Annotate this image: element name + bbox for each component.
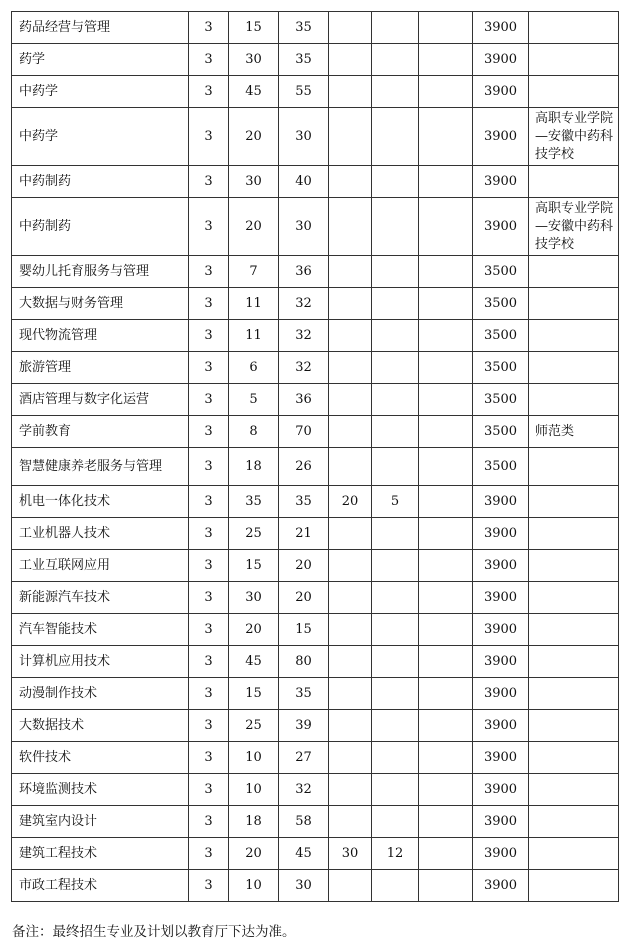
remark-cell <box>529 384 619 416</box>
quota-e-cell <box>419 774 473 806</box>
quota-c-cell <box>329 256 372 288</box>
table-row <box>12 550 619 582</box>
quota-d-cell <box>372 76 419 108</box>
quota-a-cell: 18 <box>229 448 279 486</box>
remark-cell <box>529 678 619 710</box>
quota-d-cell <box>372 352 419 384</box>
quota-a-cell: 35 <box>229 486 279 518</box>
quota-d-cell <box>372 108 419 166</box>
quota-e-cell <box>419 12 473 44</box>
table-row <box>12 448 619 486</box>
quota-a-cell: 6 <box>229 352 279 384</box>
tuition-cell: 3500 <box>473 416 529 448</box>
tuition-cell: 3900 <box>473 646 529 678</box>
quota-a-cell: 10 <box>229 742 279 774</box>
table-row <box>12 582 619 614</box>
remark-cell <box>529 288 619 320</box>
table-row <box>12 678 619 710</box>
remark-cell <box>529 870 619 902</box>
quota-c-cell: 20 <box>329 486 372 518</box>
tuition-cell: 3500 <box>473 256 529 288</box>
duration-cell: 3 <box>189 256 229 288</box>
quota-b-cell: 45 <box>279 838 329 870</box>
quota-d-cell <box>372 806 419 838</box>
quota-b-cell: 35 <box>279 486 329 518</box>
quota-e-cell <box>419 518 473 550</box>
quota-e-cell <box>419 256 473 288</box>
quota-c-cell <box>329 288 372 320</box>
duration-cell: 3 <box>189 198 229 256</box>
quota-c-cell: 30 <box>329 838 372 870</box>
quota-a-cell: 25 <box>229 518 279 550</box>
quota-d-cell <box>372 518 419 550</box>
quota-c-cell <box>329 44 372 76</box>
quota-b-cell: 58 <box>279 806 329 838</box>
quota-a-cell: 15 <box>229 12 279 44</box>
quota-b-cell: 70 <box>279 416 329 448</box>
quota-b-cell: 36 <box>279 256 329 288</box>
tuition-cell: 3500 <box>473 448 529 486</box>
tuition-cell: 3500 <box>473 288 529 320</box>
quota-e-cell <box>419 44 473 76</box>
quota-a-cell: 10 <box>229 774 279 806</box>
major-cell: 工业机器人技术 <box>12 518 189 550</box>
tuition-cell: 3900 <box>473 518 529 550</box>
table-row <box>12 742 619 774</box>
quota-b-cell: 35 <box>279 678 329 710</box>
table-row <box>12 614 619 646</box>
quota-d-cell <box>372 448 419 486</box>
table-row <box>12 76 619 108</box>
table-row <box>12 806 619 838</box>
tuition-cell: 3900 <box>473 486 529 518</box>
quota-d-cell <box>372 582 419 614</box>
quota-a-cell: 11 <box>229 320 279 352</box>
tuition-cell: 3900 <box>473 774 529 806</box>
quota-d-cell <box>372 646 419 678</box>
quota-d-cell <box>372 774 419 806</box>
quota-d-cell: 5 <box>372 486 419 518</box>
quota-c-cell <box>329 198 372 256</box>
duration-cell: 3 <box>189 710 229 742</box>
table-row <box>12 838 619 870</box>
quota-d-cell <box>372 320 419 352</box>
major-cell: 旅游管理 <box>12 352 189 384</box>
quota-c-cell <box>329 774 372 806</box>
remark-cell <box>529 614 619 646</box>
quota-e-cell <box>419 614 473 646</box>
quota-d-cell <box>372 288 419 320</box>
major-cell: 新能源汽车技术 <box>12 582 189 614</box>
table-row <box>12 518 619 550</box>
quota-e-cell <box>419 352 473 384</box>
quota-e-cell <box>419 108 473 166</box>
duration-cell: 3 <box>189 870 229 902</box>
quota-b-cell: 32 <box>279 352 329 384</box>
quota-d-cell <box>372 710 419 742</box>
major-cell: 工业互联网应用 <box>12 550 189 582</box>
quota-e-cell <box>419 288 473 320</box>
remark-cell: 高职专业学院—安徽中药科技学校 <box>529 108 619 166</box>
quota-e-cell <box>419 76 473 108</box>
major-cell: 软件技术 <box>12 742 189 774</box>
quota-d-cell <box>372 384 419 416</box>
tuition-cell: 3500 <box>473 320 529 352</box>
quota-e-cell <box>419 710 473 742</box>
major-cell: 大数据与财务管理 <box>12 288 189 320</box>
duration-cell: 3 <box>189 646 229 678</box>
quota-b-cell: 40 <box>279 166 329 198</box>
remark-cell: 高职专业学院—安徽中药科技学校 <box>529 198 619 256</box>
duration-cell: 3 <box>189 678 229 710</box>
quota-e-cell <box>419 806 473 838</box>
quota-b-cell: 20 <box>279 582 329 614</box>
quota-c-cell <box>329 710 372 742</box>
tuition-cell: 3900 <box>473 550 529 582</box>
table-row <box>12 256 619 288</box>
tuition-cell: 3500 <box>473 384 529 416</box>
quota-c-cell <box>329 678 372 710</box>
remark-cell <box>529 448 619 486</box>
duration-cell: 3 <box>189 108 229 166</box>
quota-a-cell: 11 <box>229 288 279 320</box>
tuition-cell: 3500 <box>473 352 529 384</box>
quota-d-cell <box>372 614 419 646</box>
quota-a-cell: 20 <box>229 108 279 166</box>
duration-cell: 3 <box>189 806 229 838</box>
quota-e-cell <box>419 416 473 448</box>
table-row <box>12 774 619 806</box>
quota-a-cell: 25 <box>229 710 279 742</box>
duration-cell: 3 <box>189 742 229 774</box>
quota-c-cell <box>329 742 372 774</box>
major-cell: 环境监测技术 <box>12 774 189 806</box>
tuition-cell: 3900 <box>473 198 529 256</box>
major-cell: 婴幼儿托育服务与管理 <box>12 256 189 288</box>
table-row <box>12 486 619 518</box>
tuition-cell: 3900 <box>473 44 529 76</box>
quota-c-cell <box>329 166 372 198</box>
quota-c-cell <box>329 582 372 614</box>
quota-d-cell <box>372 870 419 902</box>
major-cell: 建筑工程技术 <box>12 838 189 870</box>
table-row <box>12 646 619 678</box>
duration-cell: 3 <box>189 76 229 108</box>
major-cell: 动漫制作技术 <box>12 678 189 710</box>
quota-a-cell: 45 <box>229 646 279 678</box>
quota-c-cell <box>329 550 372 582</box>
quota-d-cell <box>372 198 419 256</box>
quota-c-cell <box>329 320 372 352</box>
quota-d-cell <box>372 256 419 288</box>
quota-d-cell <box>372 12 419 44</box>
quota-b-cell: 35 <box>279 44 329 76</box>
quota-a-cell: 30 <box>229 166 279 198</box>
tuition-cell: 3900 <box>473 870 529 902</box>
remark-cell <box>529 320 619 352</box>
table-row <box>12 108 619 166</box>
remark-cell: 师范类 <box>529 416 619 448</box>
quota-d-cell <box>372 44 419 76</box>
quota-b-cell: 55 <box>279 76 329 108</box>
quota-c-cell <box>329 12 372 44</box>
quota-a-cell: 20 <box>229 614 279 646</box>
quota-b-cell: 21 <box>279 518 329 550</box>
quota-c-cell <box>329 108 372 166</box>
major-cell: 酒店管理与数字化运营 <box>12 384 189 416</box>
remark-cell <box>529 774 619 806</box>
table-row <box>12 416 619 448</box>
quota-a-cell: 10 <box>229 870 279 902</box>
major-cell: 现代物流管理 <box>12 320 189 352</box>
quota-e-cell <box>419 678 473 710</box>
major-cell: 中药制药 <box>12 198 189 256</box>
tuition-cell: 3900 <box>473 582 529 614</box>
major-cell: 药学 <box>12 44 189 76</box>
quota-b-cell: 27 <box>279 742 329 774</box>
remark-cell <box>529 352 619 384</box>
quota-b-cell: 30 <box>279 198 329 256</box>
quota-a-cell: 7 <box>229 256 279 288</box>
quota-d-cell <box>372 166 419 198</box>
remark-cell <box>529 582 619 614</box>
quota-d-cell: 12 <box>372 838 419 870</box>
major-cell: 计算机应用技术 <box>12 646 189 678</box>
quota-e-cell <box>419 582 473 614</box>
quota-a-cell: 18 <box>229 806 279 838</box>
quota-a-cell: 8 <box>229 416 279 448</box>
enrollment-plan-table <box>11 11 619 902</box>
duration-cell: 3 <box>189 44 229 76</box>
table-row <box>12 320 619 352</box>
quota-b-cell: 32 <box>279 774 329 806</box>
table-row <box>12 710 619 742</box>
quota-e-cell <box>419 166 473 198</box>
tuition-cell: 3900 <box>473 838 529 870</box>
quota-e-cell <box>419 870 473 902</box>
quota-e-cell <box>419 742 473 774</box>
major-cell: 汽车智能技术 <box>12 614 189 646</box>
major-cell: 药品经营与管理 <box>12 12 189 44</box>
quota-a-cell: 45 <box>229 76 279 108</box>
quota-a-cell: 30 <box>229 582 279 614</box>
footnote: 备注：最终招生专业及计划以教育厅下达为准。 <box>12 924 296 940</box>
quota-a-cell: 15 <box>229 550 279 582</box>
remark-cell <box>529 838 619 870</box>
quota-e-cell <box>419 838 473 870</box>
quota-c-cell <box>329 806 372 838</box>
quota-b-cell: 39 <box>279 710 329 742</box>
duration-cell: 3 <box>189 518 229 550</box>
quota-e-cell <box>419 198 473 256</box>
quota-e-cell <box>419 550 473 582</box>
tuition-cell: 3900 <box>473 108 529 166</box>
remark-cell <box>529 806 619 838</box>
tuition-cell: 3900 <box>473 614 529 646</box>
quota-c-cell <box>329 518 372 550</box>
duration-cell: 3 <box>189 448 229 486</box>
quota-c-cell <box>329 352 372 384</box>
major-cell: 中药学 <box>12 76 189 108</box>
duration-cell: 3 <box>189 614 229 646</box>
quota-a-cell: 5 <box>229 384 279 416</box>
remark-cell <box>529 256 619 288</box>
quota-b-cell: 32 <box>279 320 329 352</box>
duration-cell: 3 <box>189 352 229 384</box>
remark-cell <box>529 710 619 742</box>
table-row <box>12 870 619 902</box>
quota-b-cell: 30 <box>279 108 329 166</box>
quota-c-cell <box>329 870 372 902</box>
remark-cell <box>529 44 619 76</box>
tuition-cell: 3900 <box>473 678 529 710</box>
major-cell: 中药制药 <box>12 166 189 198</box>
tuition-cell: 3900 <box>473 12 529 44</box>
major-cell: 中药学 <box>12 108 189 166</box>
duration-cell: 3 <box>189 582 229 614</box>
quota-e-cell <box>419 384 473 416</box>
quota-c-cell <box>329 416 372 448</box>
quota-c-cell <box>329 646 372 678</box>
tuition-cell: 3900 <box>473 742 529 774</box>
duration-cell: 3 <box>189 486 229 518</box>
tuition-cell: 3900 <box>473 166 529 198</box>
quota-a-cell: 20 <box>229 198 279 256</box>
quota-d-cell <box>372 550 419 582</box>
tuition-cell: 3900 <box>473 710 529 742</box>
major-cell: 大数据技术 <box>12 710 189 742</box>
quota-e-cell <box>419 646 473 678</box>
duration-cell: 3 <box>189 774 229 806</box>
table-body <box>12 12 619 902</box>
quota-b-cell: 35 <box>279 12 329 44</box>
quota-b-cell: 20 <box>279 550 329 582</box>
quota-b-cell: 15 <box>279 614 329 646</box>
major-cell: 学前教育 <box>12 416 189 448</box>
quota-c-cell <box>329 614 372 646</box>
quota-b-cell: 32 <box>279 288 329 320</box>
quota-d-cell <box>372 742 419 774</box>
duration-cell: 3 <box>189 12 229 44</box>
table-row <box>12 352 619 384</box>
table-row <box>12 288 619 320</box>
duration-cell: 3 <box>189 550 229 582</box>
quota-b-cell: 26 <box>279 448 329 486</box>
quota-a-cell: 30 <box>229 44 279 76</box>
remark-cell <box>529 646 619 678</box>
remark-cell <box>529 166 619 198</box>
major-cell: 智慧健康养老服务与管理 <box>12 448 189 486</box>
remark-cell <box>529 550 619 582</box>
remark-cell <box>529 742 619 774</box>
major-cell: 市政工程技术 <box>12 870 189 902</box>
table-row <box>12 166 619 198</box>
remark-cell <box>529 12 619 44</box>
quota-c-cell <box>329 76 372 108</box>
duration-cell: 3 <box>189 166 229 198</box>
duration-cell: 3 <box>189 384 229 416</box>
quota-b-cell: 36 <box>279 384 329 416</box>
quota-e-cell <box>419 486 473 518</box>
remark-cell <box>529 76 619 108</box>
quota-c-cell <box>329 384 372 416</box>
table-row <box>12 198 619 256</box>
tuition-cell: 3900 <box>473 76 529 108</box>
tuition-cell: 3900 <box>473 806 529 838</box>
remark-cell <box>529 518 619 550</box>
quota-b-cell: 30 <box>279 870 329 902</box>
quota-c-cell <box>329 448 372 486</box>
duration-cell: 3 <box>189 838 229 870</box>
quota-a-cell: 15 <box>229 678 279 710</box>
remark-cell <box>529 486 619 518</box>
quota-a-cell: 20 <box>229 838 279 870</box>
quota-d-cell <box>372 678 419 710</box>
table-row <box>12 44 619 76</box>
quota-e-cell <box>419 320 473 352</box>
quota-d-cell <box>372 416 419 448</box>
major-cell: 建筑室内设计 <box>12 806 189 838</box>
quota-b-cell: 80 <box>279 646 329 678</box>
major-cell: 机电一体化技术 <box>12 486 189 518</box>
table-row <box>12 12 619 44</box>
duration-cell: 3 <box>189 288 229 320</box>
quota-e-cell <box>419 448 473 486</box>
table-row <box>12 384 619 416</box>
duration-cell: 3 <box>189 320 229 352</box>
duration-cell: 3 <box>189 416 229 448</box>
